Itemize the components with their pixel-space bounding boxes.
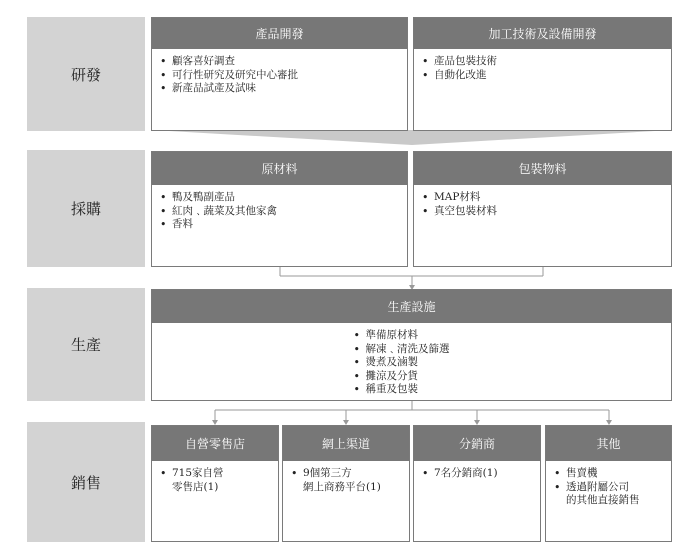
others-list bbox=[552, 467, 663, 508]
self-operated-stores-list bbox=[158, 467, 270, 494]
distributors-title: 分銷商 bbox=[414, 426, 540, 461]
list-item: • 顧客喜好調查 bbox=[158, 55, 399, 69]
online-channels-title: 網上渠道 bbox=[283, 426, 409, 461]
product-development-list bbox=[158, 55, 399, 96]
list-item: • 真空包裝材料 bbox=[420, 205, 663, 219]
production-facilities-box bbox=[151, 289, 672, 401]
self-operated-stores-box bbox=[151, 425, 279, 542]
process-development-list bbox=[420, 55, 663, 82]
list-item: • 售賣機 bbox=[552, 467, 663, 481]
self-operated-stores-title: 自營零售店 bbox=[152, 426, 278, 461]
raw-materials-list bbox=[158, 191, 399, 232]
product-development-title: 產品開發 bbox=[152, 18, 407, 49]
distributors-list bbox=[420, 467, 532, 481]
packaging-materials-title: 包裝物料 bbox=[414, 152, 671, 185]
packaging-materials-box bbox=[413, 151, 672, 267]
stage-label-rd: 研發 bbox=[27, 17, 145, 131]
packaging-materials-list bbox=[420, 191, 663, 218]
list-item: • MAP材料 bbox=[420, 191, 663, 205]
list-item: • 準備原材料 bbox=[352, 329, 472, 343]
stage-label-production: 生產 bbox=[27, 288, 145, 401]
rd-to-procurement-chevron bbox=[152, 130, 672, 145]
product-development-box bbox=[151, 17, 408, 131]
list-item: • 解凍﹑清洗及篩選 bbox=[352, 343, 472, 357]
stage-label-sales: 銷售 bbox=[27, 422, 145, 542]
stage-label-procurement: 採購 bbox=[27, 150, 145, 267]
list-item: • 可行性研究及研究中心審批 bbox=[158, 69, 399, 83]
list-item: • 紅肉﹑蔬菜及其他家禽 bbox=[158, 205, 399, 219]
list-item: • 鴨及鴨副產品 bbox=[158, 191, 399, 205]
list-item: • 香料 bbox=[158, 218, 399, 232]
distributors-box bbox=[413, 425, 541, 542]
online-channels-box bbox=[282, 425, 410, 542]
online-channels-list bbox=[289, 467, 401, 494]
list-item: • 新產品試產及試味 bbox=[158, 82, 399, 96]
others-title: 其他 bbox=[546, 426, 671, 461]
process-development-title: 加工技術及設備開發 bbox=[414, 18, 671, 49]
production-facilities-list bbox=[352, 329, 472, 397]
list-item: • 7名分銷商(1) bbox=[420, 467, 532, 481]
list-item: • 9個第三方 網上商務平台(1) bbox=[289, 467, 401, 494]
list-item: • 攤涼及分貨 bbox=[352, 370, 472, 384]
list-item: • 稱重及包裝 bbox=[352, 383, 472, 397]
process-development-box bbox=[413, 17, 672, 131]
list-item: • 715家自營 零售店(1) bbox=[158, 467, 270, 494]
list-item: • 透過附屬公司 的其他直接銷售 bbox=[552, 481, 663, 508]
production-facilities-title: 生產設施 bbox=[152, 290, 671, 323]
list-item: • 產品包裝技術 bbox=[420, 55, 663, 69]
raw-materials-box bbox=[151, 151, 408, 267]
raw-materials-title: 原材料 bbox=[152, 152, 407, 185]
others-box bbox=[545, 425, 672, 542]
list-item: • 自動化改進 bbox=[420, 69, 663, 83]
list-item: • 燙煮及滷製 bbox=[352, 356, 472, 370]
